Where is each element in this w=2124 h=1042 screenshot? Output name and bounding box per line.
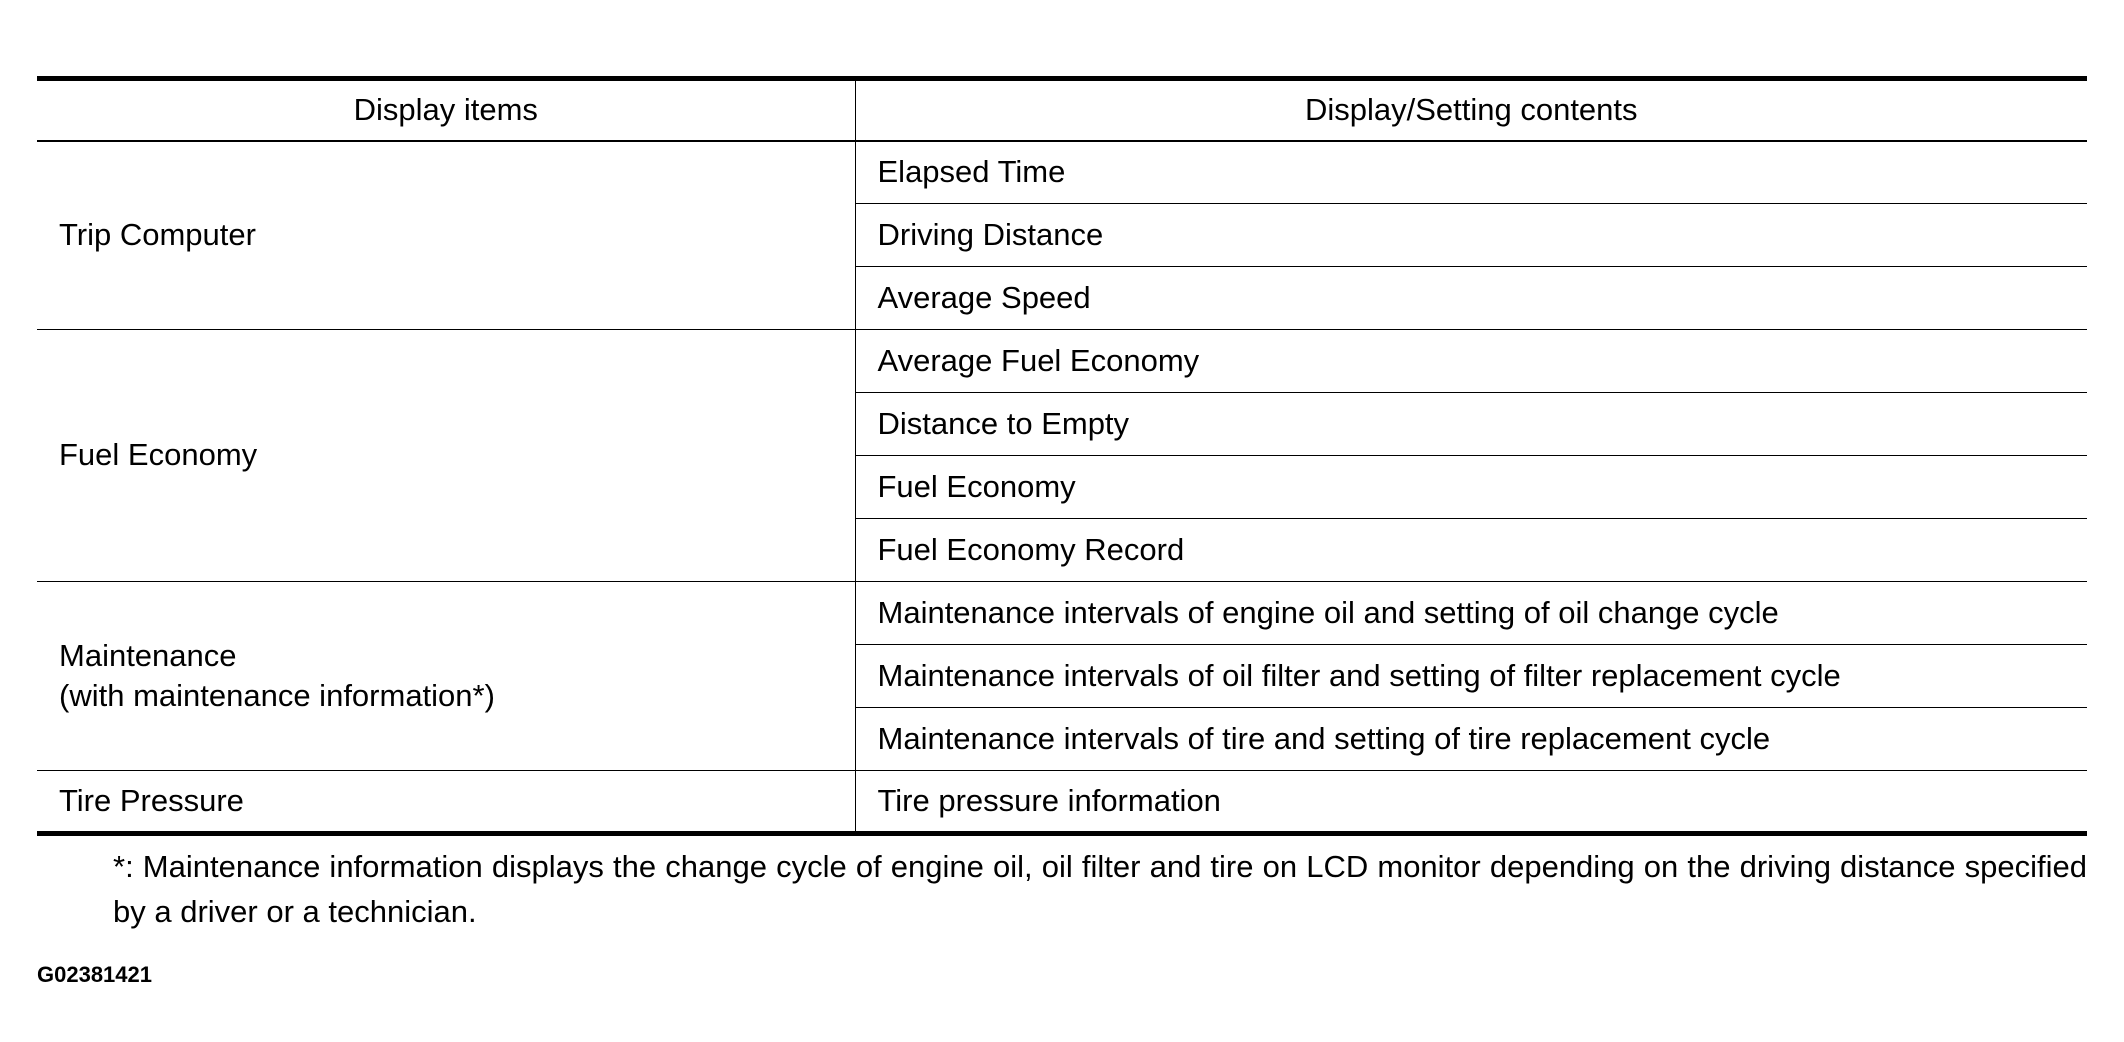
display-item-cell <box>37 582 855 771</box>
setting-content-cell: Distance to Empty <box>855 393 2087 456</box>
setting-content-cell: Maintenance intervals of tire and setting of tire replacement cycle <box>855 708 2087 771</box>
setting-content-cell: Maintenance intervals of engine oil and setting of oil change cycle <box>855 582 2087 645</box>
document-page <box>37 76 2087 988</box>
setting-content-cell: Fuel Economy <box>855 456 2087 519</box>
setting-content-cell: Elapsed Time <box>855 141 2087 204</box>
setting-content-cell: Average Fuel Economy <box>855 330 2087 393</box>
display-item-label: Maintenance <box>59 637 237 673</box>
setting-content-cell: Tire pressure information <box>855 771 2087 834</box>
table-row <box>37 582 2087 645</box>
table-row <box>37 141 2087 204</box>
table-row <box>37 330 2087 393</box>
display-item-label: Fuel Economy <box>59 437 258 473</box>
setting-content-cell: Maintenance intervals of oil filter and setting of filter replacement cycle <box>855 645 2087 708</box>
table-row <box>37 771 2087 834</box>
display-item-cell <box>37 771 855 834</box>
header-display-setting-contents: Display/Setting contents <box>855 79 2087 141</box>
setting-content-cell: Average Speed <box>855 267 2087 330</box>
header-display-items: Display items <box>37 79 855 141</box>
setting-content-cell: Driving Distance <box>855 204 2087 267</box>
display-item-label: Trip Computer <box>59 217 256 253</box>
display-item-cell <box>37 141 855 330</box>
figure-code: G02381421 <box>37 962 152 987</box>
setting-content-cell: Fuel Economy Record <box>855 519 2087 582</box>
table-body <box>37 141 2087 834</box>
footnote: *: Maintenance information displays the change cycle of engine oil, oil filter and tire on LCD monitor depending on the driving distance specified by a driver or a technician. <box>113 849 2087 929</box>
display-items-table <box>37 76 2087 836</box>
display-item-label: (with maintenance information*) <box>59 678 495 713</box>
display-item-cell <box>37 330 855 582</box>
table-header-row <box>37 79 2087 141</box>
display-item-label: Tire Pressure <box>59 782 244 818</box>
